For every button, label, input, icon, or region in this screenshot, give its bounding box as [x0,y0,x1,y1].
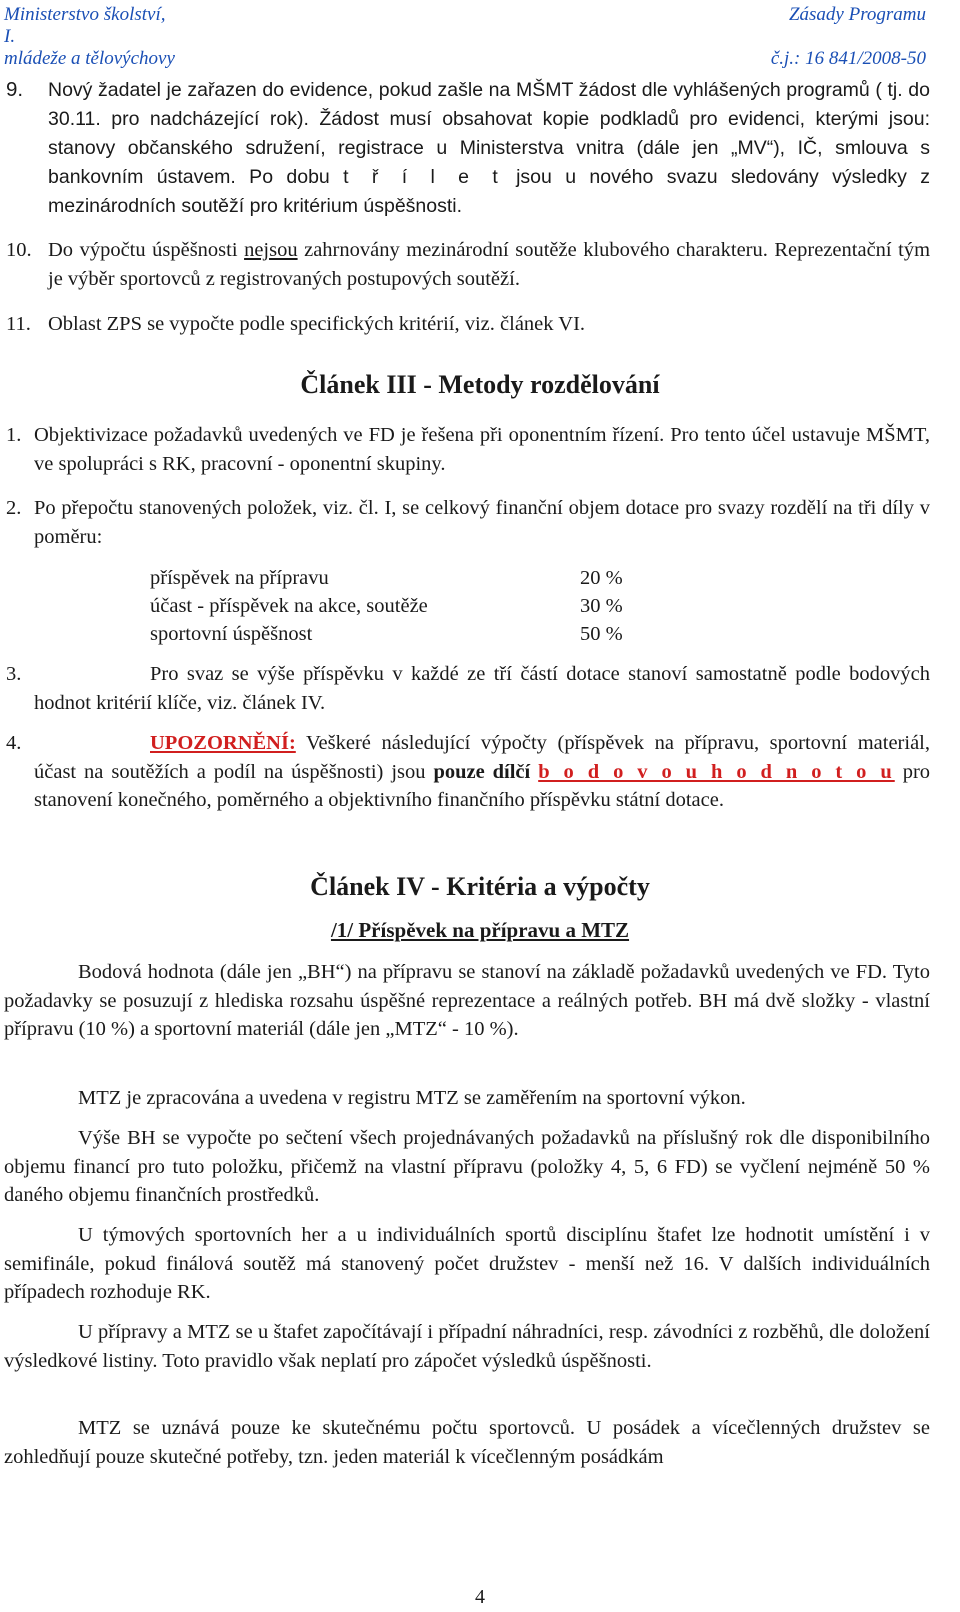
item-9-spaced: t ř í l e t [343,166,503,188]
warning-label: UPOZORNĚNÍ: [150,732,296,754]
art3-p4-spaced: b o d o v o u h o d n o t o u [538,760,895,783]
art3-p2-number: 2. [6,497,22,519]
header-left-line2: I. [4,26,16,47]
allocation-value: 50 % [580,623,623,645]
item-10-text-b: zahrnovány mezinárodní soutěže klubového charakteru. Reprezentační tým je výběr sportovců z registrovaných postupových soutěží. [48,239,931,290]
item-10-text [48,236,930,293]
allocation-row [150,592,670,620]
art3-p1-number: 1. [6,424,22,446]
item-11-number: 11. [6,313,31,335]
item-11-text: Oblast ZPS se vypočte podle specifických kritérií, viz. článek VI. [48,313,586,335]
art4-paragraph: U přípravy a MTZ se u štafet započítávají i případní náhradníci, resp. závodníci z rozběhů, dle doložení výsledkové listiny. Toto pravidlo však neplatí pro zápočet výsledků úspěšnosti. [4,1321,930,1372]
art3-p4-bold: pouze dílčí [433,760,531,783]
allocation-row [150,620,670,648]
art4-paragraph: MTZ je zpracována a uvedena v registru MTZ se zaměřením na sportovní výkon. [78,1087,746,1109]
header-reference [771,4,926,70]
header-right-line2: č.j.: 16 841/2008-50 [770,48,926,69]
art3-p3-number: 3. [6,663,22,685]
art3-p2-text: Po přepočtu stanovených položek, viz. čl. I, se celkový finanční objem dotace pro svazy rozdělí na tři díly v poměru: [34,497,930,548]
item-10-underlined: nejsou [244,239,298,261]
art4-paragraph: U týmových sportovních her a u individuálních sportů disciplínu štafet lze hodnotit umístění i v semifinále, pokud finálová soutěž má stanovený počet družstev - menší než 16. V dalších individuálních případech rozhoduje RK. [4,1224,930,1303]
item-10-number: 10. [6,239,32,261]
article-4-title: Článek IV - Kritéria a výpočty [310,872,650,901]
item-9-text-a: Nový žadatel je zařazen do evidence, pokud zašle na MŠMT žádost dle vyhlášených programů ( tj. do 30.11. pro nadcházející rok). Žádost musí obsahovat kopie podkladů pro evidenci, kterými jsou: stanovy občanského sdružení, registrace u Ministerstva vnitra (dále jen „MV“), IČ, smlouva s bankovním ústavem. Po dobu [48,79,930,188]
art3-p4-text-b: pro stanovení konečného, poměrného a objektivního finančního příspěvku státní dotace. [34,760,931,811]
art3-p4-text [34,729,930,815]
allocation-label: účast - příspěvek na akce, soutěže [150,595,428,617]
header-right-line1: Zásady Programu [788,4,926,25]
item-10-text-a: Do výpočtu úspěšnosti [48,239,238,261]
article-4-subtitle: /1/ Příspěvek na přípravu a MTZ [330,918,630,942]
art3-p1-text: Objektivizace požadavků uvedených ve FD je řešena při oponentním řízení. Pro tento účel ustavuje MŠMT, ve spolupráci s RK, pracovní - oponentní skupiny. [34,424,930,475]
header-ministry [4,4,175,70]
item-9-text [48,76,930,221]
page-number: 4 [475,1586,485,1608]
art4-paragraph: Výše BH se vypočte po sečtení všech projednávaných požadavků na příslušný rok dle disponibilního objemu financí pro tuto položku, přičemž na vlastní přípravu (položky 4, 5, 6 FD) se vyčlení nejméně 50 % daného objemu finančních prostředků. [4,1127,930,1206]
art3-p4-number: 4. [6,732,22,754]
header-left-line1: Ministerstvo školství, [4,4,166,25]
art4-paragraph: MTZ se uznává pouze ke skutečnému počtu sportovců. U posádek a vícečlenných družstev se zohledňují pouze skutečné potřeby, tzn. jeden materiál k vícečlenným posádkám [4,1417,930,1468]
allocation-value: 30 % [580,595,623,617]
allocation-label: sportovní úspěšnost [150,623,313,645]
allocation-value: 20 % [580,567,623,589]
allocation-label: příspěvek na přípravu [150,567,329,589]
article-3-title: Článek III - Metody rozdělování [300,370,660,399]
header-left-line3: mládeže a tělovýchovy [4,48,175,69]
art4-paragraph: Bodová hodnota (dále jen „BH“) na přípravu se stanoví na základě požadavků uvedených ve FD. Tyto požadavky se posuzují z hlediska rozsahu úspěšné reprezentace a reálných potřeb. BH má dvě složky - vlastní přípravu (10 %) a sportovní materiál (dále jen „MTZ“ - 10 %). [4,961,930,1040]
art3-p3-text: Pro svaz se výše příspěvku v každé ze tří částí dotace stanoví samostatně podle bodových hodnot kritérií klíče, viz. článek IV. [34,663,930,714]
item-9-text-b: jsou u nového svazu sledovány výsledky z mezinárodních soutěží pro kritérium úspěšnosti. [48,166,930,217]
allocation-row [150,564,670,592]
art3-p4-text-a: Veškeré následující výpočty (příspěvek na přípravu, sportovní materiál, účast na soutěžích a podíl na úspěšnosti) jsou [34,732,930,783]
item-9-number: 9. [6,78,24,101]
